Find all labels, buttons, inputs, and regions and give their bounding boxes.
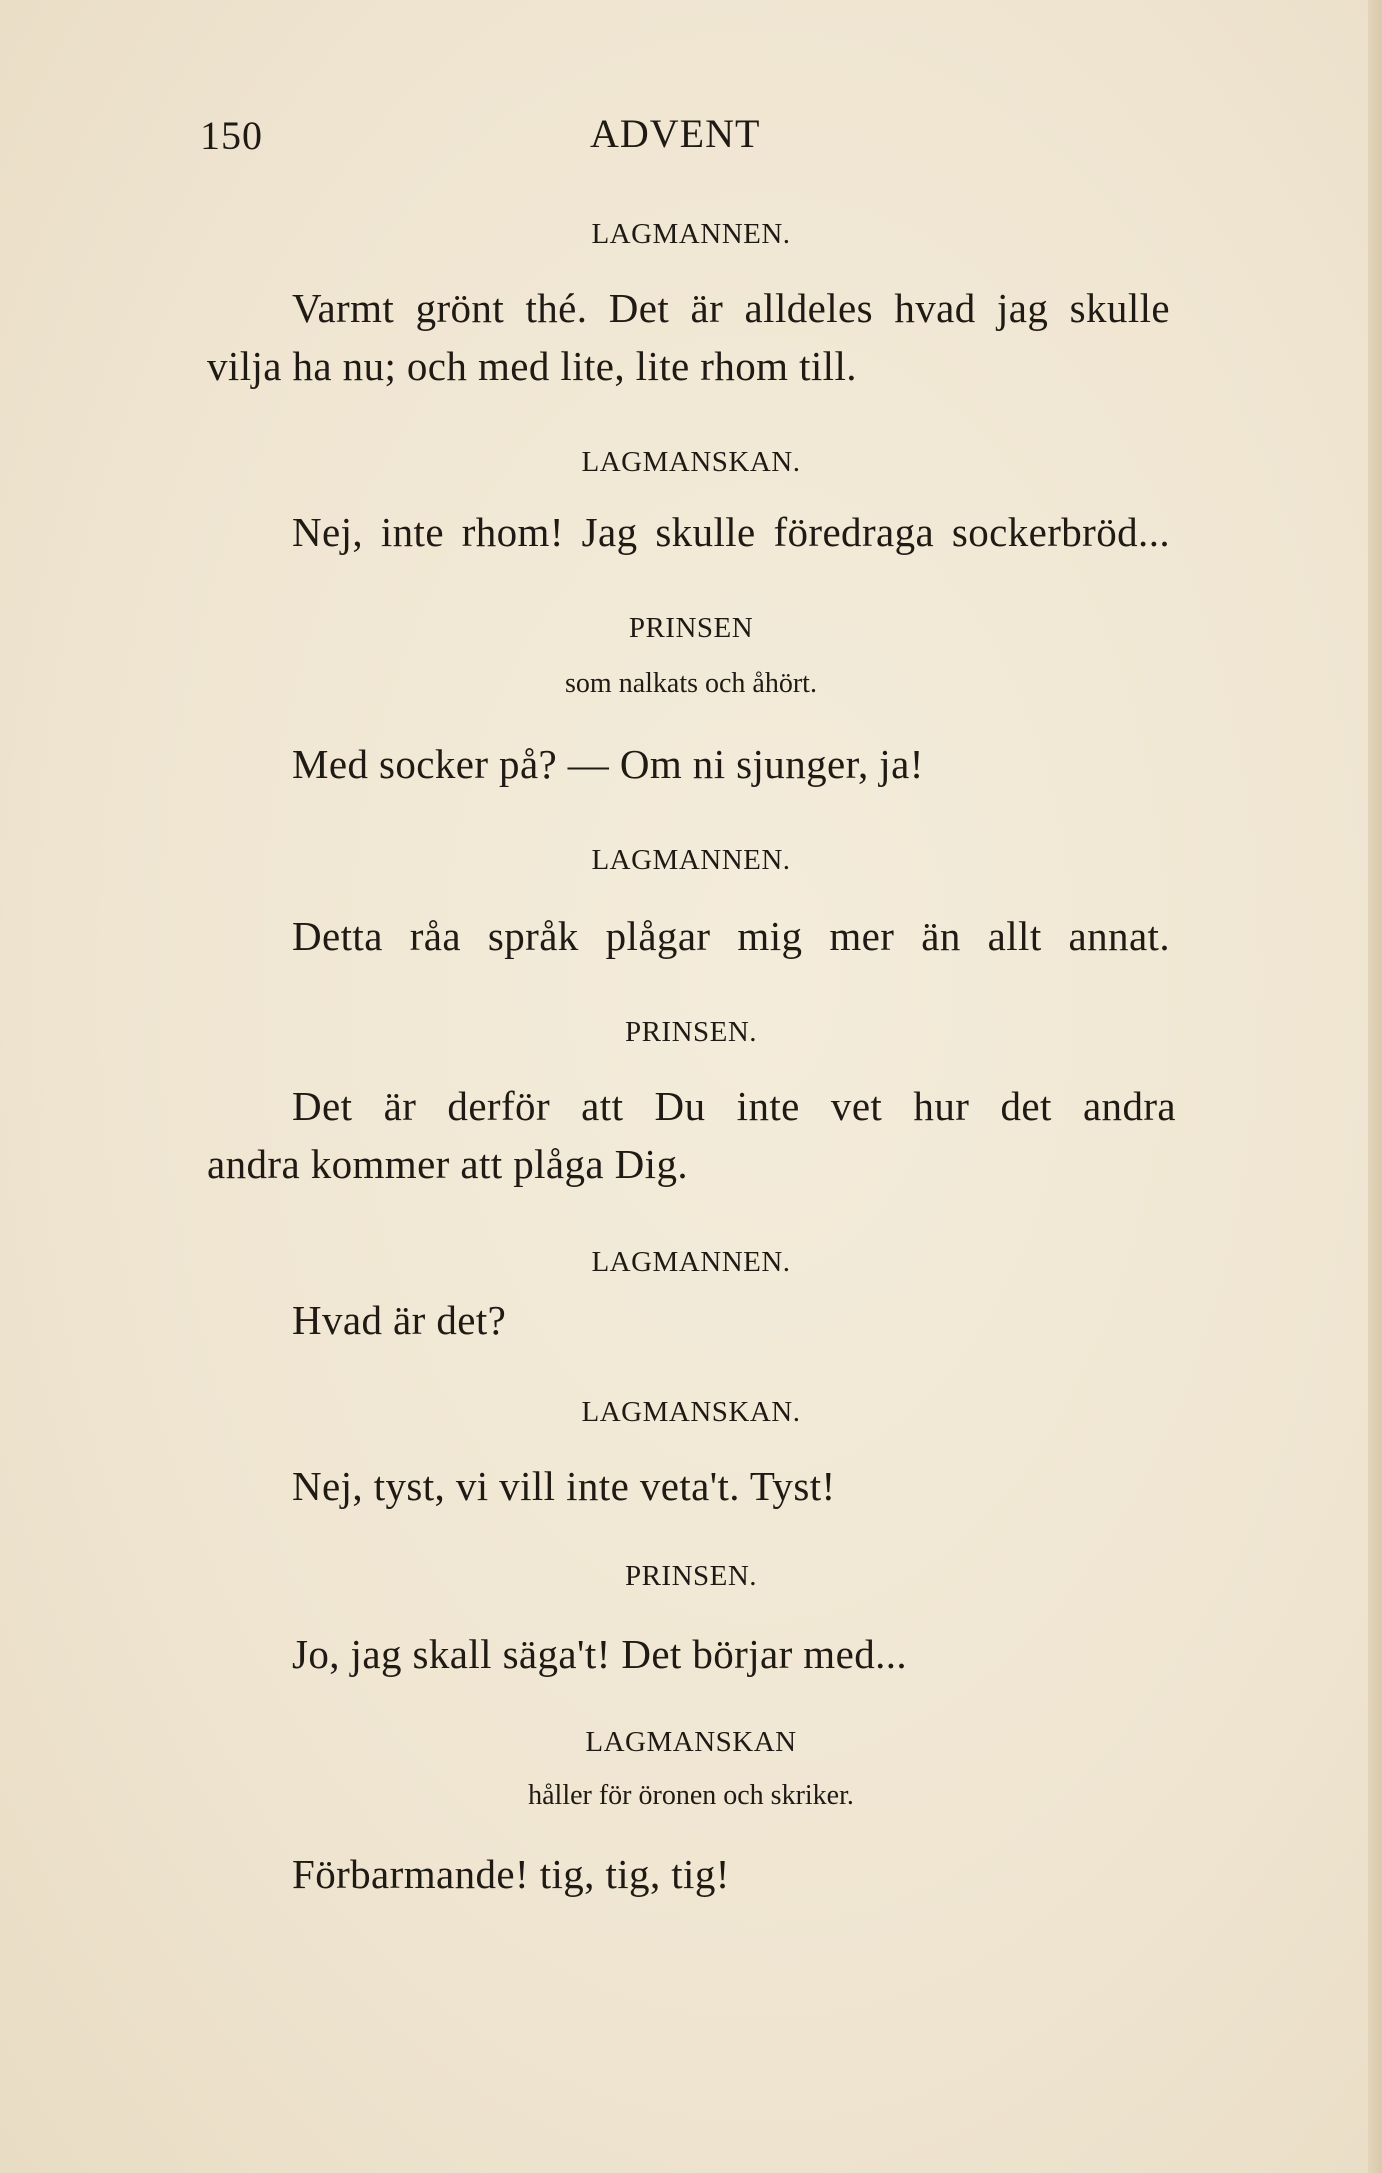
page-edge xyxy=(1368,0,1382,2173)
stage-direction: håller för öronen och skriker. xyxy=(528,1780,854,1811)
verse-line: Detta råa språk plågar mig mer än allt annat. xyxy=(292,913,1170,959)
verse-line: Nej, tyst, vi vill inte veta't. Tyst! xyxy=(292,1463,836,1509)
verse-line: Varmt grönt thé. Det är alldeles hvad jag skulle xyxy=(292,285,1170,331)
verse-line: Förbarmande! tig, tig, tig! xyxy=(292,1851,730,1897)
page-number: 150 xyxy=(200,113,263,158)
stage-direction: som nalkats och åhört. xyxy=(565,668,817,699)
speaker-label: LAGMANNEN. xyxy=(591,844,791,876)
verse-line: Med socker på? — Om ni sjunger, ja! xyxy=(292,741,924,787)
speaker-label: PRINSEN xyxy=(628,612,754,644)
speaker-label: LAGMANSKAN. xyxy=(581,446,801,478)
verse-line: Nej, inte rhom! Jag skulle föredraga sockerbröd... xyxy=(292,509,1170,555)
running-title: ADVENT xyxy=(590,111,761,156)
speaker-label: PRINSEN. xyxy=(624,1016,758,1048)
verse-line: Det är derför att Du inte vet hur det andra xyxy=(292,1083,1176,1129)
speaker-label: LAGMANNEN. xyxy=(591,218,791,250)
speaker-label: LAGMANNEN. xyxy=(591,1246,791,1278)
speaker-label: LAGMANSKAN. xyxy=(581,1396,801,1428)
speaker-label: PRINSEN. xyxy=(624,1560,758,1592)
verse-line: Jo, jag skall säga't! Det börjar med... xyxy=(292,1631,908,1677)
verse-line: Hvad är det? xyxy=(292,1297,507,1343)
verse-line: andra kommer att plåga Dig. xyxy=(207,1141,688,1187)
verse-line: vilja ha nu; och med lite, lite rhom till. xyxy=(207,343,857,389)
speaker-label: LAGMANSKAN xyxy=(585,1726,797,1758)
